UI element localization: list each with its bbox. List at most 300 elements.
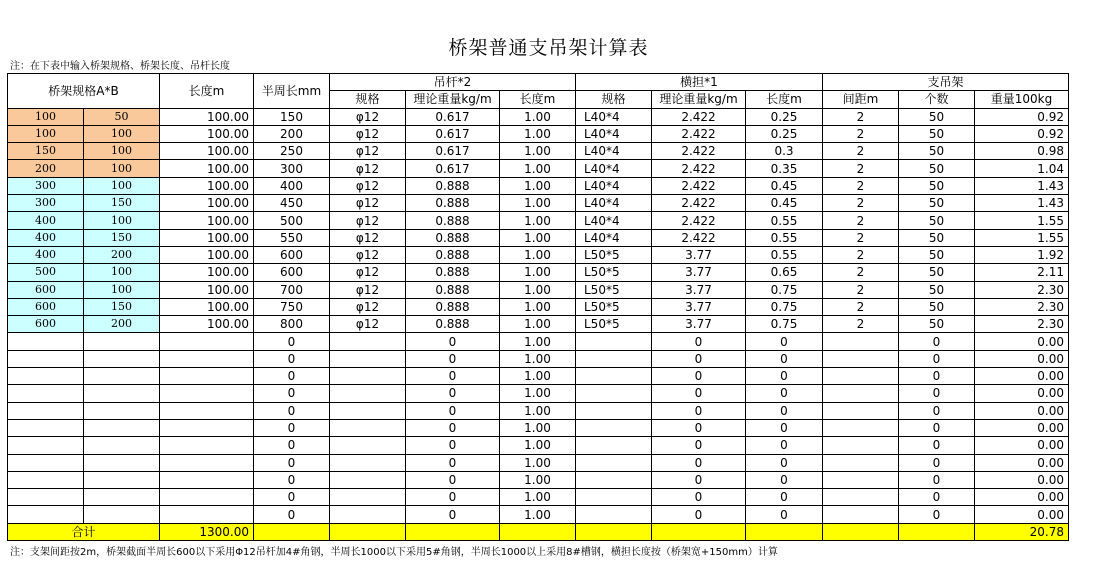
cell-spec-b[interactable]: 100: [84, 143, 160, 160]
cell-length[interactable]: [160, 333, 254, 350]
cell-spec-b[interactable]: 100: [84, 177, 160, 194]
cell-spacing[interactable]: [823, 489, 899, 506]
cell-count[interactable]: 50: [899, 195, 975, 212]
cell-beam-spec[interactable]: [576, 471, 652, 488]
cell-length[interactable]: [160, 419, 254, 436]
cell-spacing[interactable]: [823, 506, 899, 523]
cell-beam-spec[interactable]: [576, 419, 652, 436]
cell-spec-b[interactable]: [84, 454, 160, 471]
cell-count[interactable]: 0: [899, 402, 975, 419]
cell-half-perimeter[interactable]: 0: [254, 333, 330, 350]
cell-beam-spec[interactable]: L40*4: [576, 125, 652, 142]
cell-beam-length[interactable]: 0.35: [746, 160, 823, 177]
cell-weight[interactable]: 0.00: [975, 471, 1069, 488]
cell-spacing[interactable]: 2: [823, 177, 899, 194]
cell-beam-spec[interactable]: L50*5: [576, 316, 652, 333]
cell-length[interactable]: 100.00: [160, 143, 254, 160]
cell-beam-weight[interactable]: 0: [652, 402, 746, 419]
cell-spec-b[interactable]: 100: [84, 160, 160, 177]
cell-half-perimeter[interactable]: 0: [254, 454, 330, 471]
cell-spacing[interactable]: 2: [823, 229, 899, 246]
cell-beam-weight[interactable]: 2.422: [652, 229, 746, 246]
cell-half-perimeter[interactable]: 500: [254, 212, 330, 229]
cell-spec-a[interactable]: [8, 437, 84, 454]
cell-beam-length[interactable]: 0: [746, 454, 823, 471]
cell-spec-a[interactable]: [8, 506, 84, 523]
cell-beam-length[interactable]: 0.55: [746, 212, 823, 229]
cell-rod-weight[interactable]: 0: [406, 454, 500, 471]
cell-beam-spec[interactable]: L40*4: [576, 229, 652, 246]
cell-count[interactable]: 0: [899, 471, 975, 488]
cell-spacing[interactable]: 2: [823, 298, 899, 315]
cell-rod-weight[interactable]: 0: [406, 350, 500, 367]
cell-spec-a[interactable]: 600: [8, 298, 84, 315]
cell-spacing[interactable]: [823, 471, 899, 488]
cell-beam-length[interactable]: 0: [746, 419, 823, 436]
cell-rod-weight[interactable]: 0: [406, 419, 500, 436]
cell-spec-b[interactable]: 100: [84, 125, 160, 142]
cell-beam-weight[interactable]: 2.422: [652, 212, 746, 229]
cell-count[interactable]: 0: [899, 333, 975, 350]
cell-spec-b[interactable]: [84, 333, 160, 350]
cell-beam-spec[interactable]: [576, 350, 652, 367]
cell-beam-weight[interactable]: 3.77: [652, 281, 746, 298]
cell-spec-a[interactable]: 300: [8, 177, 84, 194]
cell-spec-b[interactable]: [84, 385, 160, 402]
cell-spec-b[interactable]: 150: [84, 229, 160, 246]
cell-beam-spec[interactable]: L40*4: [576, 143, 652, 160]
cell-half-perimeter[interactable]: 600: [254, 246, 330, 263]
cell-beam-length[interactable]: 0.75: [746, 316, 823, 333]
cell-rod-spec[interactable]: [330, 385, 406, 402]
cell-rod-spec[interactable]: [330, 368, 406, 385]
cell-beam-weight[interactable]: 0: [652, 489, 746, 506]
cell-rod-spec[interactable]: [330, 506, 406, 523]
cell-weight[interactable]: 0.00: [975, 506, 1069, 523]
cell-beam-weight[interactable]: 2.422: [652, 143, 746, 160]
cell-half-perimeter[interactable]: 0: [254, 350, 330, 367]
cell-count[interactable]: 50: [899, 160, 975, 177]
cell-spacing[interactable]: 2: [823, 281, 899, 298]
cell-rod-length[interactable]: 1.00: [500, 316, 576, 333]
cell-weight[interactable]: 1.43: [975, 195, 1069, 212]
cell-rod-length[interactable]: 1.00: [500, 143, 576, 160]
cell-spec-a[interactable]: 400: [8, 246, 84, 263]
cell-rod-length[interactable]: 1.00: [500, 177, 576, 194]
cell-weight[interactable]: 1.43: [975, 177, 1069, 194]
cell-spec-a[interactable]: 600: [8, 281, 84, 298]
cell-spec-a[interactable]: [8, 402, 84, 419]
cell-spec-b[interactable]: [84, 506, 160, 523]
cell-spacing[interactable]: [823, 437, 899, 454]
cell-count[interactable]: 0: [899, 368, 975, 385]
cell-length[interactable]: 100.00: [160, 264, 254, 281]
cell-rod-spec[interactable]: φ12: [330, 160, 406, 177]
cell-beam-weight[interactable]: 0: [652, 471, 746, 488]
cell-spacing[interactable]: [823, 368, 899, 385]
cell-rod-spec[interactable]: [330, 350, 406, 367]
cell-length[interactable]: 100.00: [160, 229, 254, 246]
cell-length[interactable]: [160, 385, 254, 402]
cell-rod-length[interactable]: 1.00: [500, 246, 576, 263]
cell-beam-spec[interactable]: [576, 454, 652, 471]
cell-half-perimeter[interactable]: 800: [254, 316, 330, 333]
cell-beam-spec[interactable]: L50*5: [576, 281, 652, 298]
cell-spec-b[interactable]: 200: [84, 316, 160, 333]
cell-rod-weight[interactable]: 0.888: [406, 298, 500, 315]
cell-rod-spec[interactable]: φ12: [330, 246, 406, 263]
cell-rod-length[interactable]: 1.00: [500, 402, 576, 419]
cell-rod-spec[interactable]: φ12: [330, 143, 406, 160]
cell-spec-a[interactable]: [8, 489, 84, 506]
cell-spec-a[interactable]: 300: [8, 195, 84, 212]
cell-weight[interactable]: 2.30: [975, 316, 1069, 333]
cell-rod-length[interactable]: 1.00: [500, 212, 576, 229]
cell-rod-weight[interactable]: 0.617: [406, 125, 500, 142]
cell-rod-weight[interactable]: 0.888: [406, 229, 500, 246]
cell-weight[interactable]: 2.30: [975, 281, 1069, 298]
cell-spacing[interactable]: [823, 333, 899, 350]
cell-beam-weight[interactable]: 0: [652, 506, 746, 523]
cell-count[interactable]: 50: [899, 108, 975, 125]
cell-weight[interactable]: 0.92: [975, 108, 1069, 125]
cell-beam-length[interactable]: 0.25: [746, 108, 823, 125]
cell-weight[interactable]: 0.00: [975, 419, 1069, 436]
cell-spacing[interactable]: [823, 419, 899, 436]
cell-spacing[interactable]: 2: [823, 264, 899, 281]
cell-beam-length[interactable]: 0: [746, 506, 823, 523]
cell-beam-length[interactable]: 0: [746, 333, 823, 350]
cell-length[interactable]: [160, 437, 254, 454]
cell-beam-length[interactable]: 0: [746, 402, 823, 419]
cell-count[interactable]: 0: [899, 350, 975, 367]
cell-beam-length[interactable]: 0.45: [746, 177, 823, 194]
cell-rod-spec[interactable]: [330, 333, 406, 350]
cell-half-perimeter[interactable]: 0: [254, 402, 330, 419]
cell-weight[interactable]: 0.00: [975, 489, 1069, 506]
cell-spec-b[interactable]: [84, 368, 160, 385]
cell-length[interactable]: 100.00: [160, 108, 254, 125]
cell-rod-weight[interactable]: 0.888: [406, 264, 500, 281]
cell-spec-b[interactable]: 100: [84, 264, 160, 281]
cell-spec-a[interactable]: [8, 419, 84, 436]
cell-length[interactable]: 100.00: [160, 177, 254, 194]
cell-rod-weight[interactable]: 0: [406, 506, 500, 523]
cell-beam-spec[interactable]: L40*4: [576, 177, 652, 194]
cell-beam-weight[interactable]: 3.77: [652, 298, 746, 315]
cell-rod-spec[interactable]: φ12: [330, 108, 406, 125]
cell-rod-weight[interactable]: 0.888: [406, 246, 500, 263]
cell-beam-weight[interactable]: 0: [652, 350, 746, 367]
cell-count[interactable]: 50: [899, 316, 975, 333]
cell-rod-length[interactable]: 1.00: [500, 350, 576, 367]
cell-beam-spec[interactable]: L50*5: [576, 298, 652, 315]
cell-beam-spec[interactable]: [576, 437, 652, 454]
cell-count[interactable]: 0: [899, 454, 975, 471]
cell-weight[interactable]: 1.04: [975, 160, 1069, 177]
cell-beam-weight[interactable]: 0: [652, 419, 746, 436]
cell-spacing[interactable]: [823, 454, 899, 471]
cell-count[interactable]: 50: [899, 177, 975, 194]
cell-beam-spec[interactable]: L40*4: [576, 108, 652, 125]
cell-half-perimeter[interactable]: 0: [254, 437, 330, 454]
cell-rod-length[interactable]: 1.00: [500, 229, 576, 246]
cell-length[interactable]: [160, 350, 254, 367]
cell-count[interactable]: 50: [899, 298, 975, 315]
cell-beam-length[interactable]: 0: [746, 385, 823, 402]
cell-rod-length[interactable]: 1.00: [500, 108, 576, 125]
cell-beam-length[interactable]: 0: [746, 489, 823, 506]
cell-beam-weight[interactable]: 2.422: [652, 177, 746, 194]
cell-length[interactable]: 100.00: [160, 125, 254, 142]
cell-half-perimeter[interactable]: 450: [254, 195, 330, 212]
cell-rod-weight[interactable]: 0.888: [406, 177, 500, 194]
cell-spacing[interactable]: 2: [823, 316, 899, 333]
cell-rod-weight[interactable]: 0.617: [406, 143, 500, 160]
cell-length[interactable]: [160, 471, 254, 488]
cell-rod-weight[interactable]: 0.888: [406, 212, 500, 229]
cell-rod-weight[interactable]: 0: [406, 385, 500, 402]
cell-rod-weight[interactable]: 0: [406, 333, 500, 350]
cell-count[interactable]: 50: [899, 264, 975, 281]
cell-beam-spec[interactable]: [576, 402, 652, 419]
cell-spec-a[interactable]: 100: [8, 108, 84, 125]
cell-spec-a[interactable]: 500: [8, 264, 84, 281]
cell-beam-length[interactable]: 0.75: [746, 281, 823, 298]
cell-spacing[interactable]: 2: [823, 195, 899, 212]
cell-weight[interactable]: 0.00: [975, 368, 1069, 385]
cell-beam-weight[interactable]: 0: [652, 368, 746, 385]
cell-spec-b[interactable]: 150: [84, 195, 160, 212]
cell-rod-length[interactable]: 1.00: [500, 454, 576, 471]
cell-rod-length[interactable]: 1.00: [500, 489, 576, 506]
cell-length[interactable]: [160, 489, 254, 506]
cell-spec-a[interactable]: 150: [8, 143, 84, 160]
cell-spec-a[interactable]: 400: [8, 212, 84, 229]
cell-half-perimeter[interactable]: 250: [254, 143, 330, 160]
cell-beam-spec[interactable]: [576, 489, 652, 506]
cell-spec-b[interactable]: 100: [84, 212, 160, 229]
cell-spec-a[interactable]: 400: [8, 229, 84, 246]
cell-half-perimeter[interactable]: 400: [254, 177, 330, 194]
cell-rod-length[interactable]: 1.00: [500, 385, 576, 402]
cell-rod-weight[interactable]: 0: [406, 437, 500, 454]
cell-count[interactable]: 50: [899, 125, 975, 142]
cell-half-perimeter[interactable]: 300: [254, 160, 330, 177]
cell-beam-weight[interactable]: 0: [652, 454, 746, 471]
cell-beam-length[interactable]: 0.3: [746, 143, 823, 160]
cell-rod-length[interactable]: 1.00: [500, 368, 576, 385]
cell-weight[interactable]: 0.00: [975, 402, 1069, 419]
cell-spec-a[interactable]: 200: [8, 160, 84, 177]
cell-weight[interactable]: 0.00: [975, 437, 1069, 454]
cell-spec-a[interactable]: [8, 350, 84, 367]
cell-half-perimeter[interactable]: 0: [254, 471, 330, 488]
cell-beam-spec[interactable]: [576, 506, 652, 523]
cell-spec-b[interactable]: [84, 419, 160, 436]
cell-rod-spec[interactable]: [330, 402, 406, 419]
cell-beam-weight[interactable]: 2.422: [652, 108, 746, 125]
cell-length[interactable]: [160, 506, 254, 523]
cell-count[interactable]: 0: [899, 419, 975, 436]
cell-beam-spec[interactable]: L50*5: [576, 246, 652, 263]
cell-spec-b[interactable]: 100: [84, 281, 160, 298]
cell-rod-weight[interactable]: 0.888: [406, 195, 500, 212]
cell-beam-weight[interactable]: 2.422: [652, 125, 746, 142]
cell-rod-weight[interactable]: 0.617: [406, 108, 500, 125]
cell-spec-b[interactable]: [84, 350, 160, 367]
cell-spacing[interactable]: 2: [823, 143, 899, 160]
cell-length[interactable]: 100.00: [160, 281, 254, 298]
cell-rod-length[interactable]: 1.00: [500, 281, 576, 298]
cell-rod-spec[interactable]: [330, 454, 406, 471]
cell-beam-length[interactable]: 0: [746, 368, 823, 385]
cell-weight[interactable]: 1.55: [975, 229, 1069, 246]
cell-count[interactable]: 0: [899, 489, 975, 506]
cell-weight[interactable]: 0.00: [975, 385, 1069, 402]
cell-count[interactable]: 0: [899, 437, 975, 454]
cell-spacing[interactable]: [823, 385, 899, 402]
cell-spec-a[interactable]: [8, 471, 84, 488]
cell-rod-spec[interactable]: φ12: [330, 195, 406, 212]
cell-count[interactable]: 0: [899, 385, 975, 402]
cell-rod-spec[interactable]: φ12: [330, 298, 406, 315]
cell-weight[interactable]: 0.98: [975, 143, 1069, 160]
cell-length[interactable]: [160, 368, 254, 385]
cell-rod-weight[interactable]: 0.617: [406, 160, 500, 177]
cell-spec-a[interactable]: [8, 385, 84, 402]
cell-half-perimeter[interactable]: 0: [254, 506, 330, 523]
cell-beam-weight[interactable]: 0: [652, 385, 746, 402]
cell-beam-length[interactable]: 0: [746, 471, 823, 488]
cell-weight[interactable]: 0.00: [975, 350, 1069, 367]
cell-spec-b[interactable]: 150: [84, 298, 160, 315]
cell-length[interactable]: 100.00: [160, 246, 254, 263]
cell-weight[interactable]: 0.00: [975, 333, 1069, 350]
cell-spacing[interactable]: 2: [823, 246, 899, 263]
cell-half-perimeter[interactable]: 0: [254, 385, 330, 402]
cell-length[interactable]: 100.00: [160, 212, 254, 229]
cell-rod-length[interactable]: 1.00: [500, 333, 576, 350]
cell-beam-spec[interactable]: L40*4: [576, 160, 652, 177]
cell-spec-b[interactable]: [84, 471, 160, 488]
cell-beam-length[interactable]: 0.75: [746, 298, 823, 315]
cell-count[interactable]: 50: [899, 212, 975, 229]
cell-half-perimeter[interactable]: 200: [254, 125, 330, 142]
cell-rod-length[interactable]: 1.00: [500, 125, 576, 142]
cell-spacing[interactable]: 2: [823, 160, 899, 177]
cell-beam-spec[interactable]: L40*4: [576, 195, 652, 212]
cell-beam-weight[interactable]: 2.422: [652, 160, 746, 177]
cell-spec-b[interactable]: [84, 489, 160, 506]
cell-count[interactable]: 50: [899, 281, 975, 298]
cell-rod-spec[interactable]: φ12: [330, 125, 406, 142]
cell-spec-b[interactable]: 200: [84, 246, 160, 263]
cell-weight[interactable]: 1.55: [975, 212, 1069, 229]
cell-beam-length[interactable]: 0.65: [746, 264, 823, 281]
cell-rod-spec[interactable]: [330, 419, 406, 436]
cell-spacing[interactable]: 2: [823, 212, 899, 229]
cell-spec-b[interactable]: [84, 437, 160, 454]
cell-count[interactable]: 50: [899, 143, 975, 160]
cell-rod-length[interactable]: 1.00: [500, 437, 576, 454]
cell-beam-weight[interactable]: 0: [652, 333, 746, 350]
cell-count[interactable]: 0: [899, 506, 975, 523]
cell-weight[interactable]: 0.92: [975, 125, 1069, 142]
cell-beam-length[interactable]: 0.25: [746, 125, 823, 142]
cell-spec-b[interactable]: [84, 402, 160, 419]
cell-beam-length[interactable]: 0: [746, 437, 823, 454]
cell-beam-length[interactable]: 0.45: [746, 195, 823, 212]
cell-spacing[interactable]: [823, 402, 899, 419]
cell-rod-spec[interactable]: φ12: [330, 177, 406, 194]
cell-beam-weight[interactable]: 3.77: [652, 316, 746, 333]
cell-half-perimeter[interactable]: 750: [254, 298, 330, 315]
cell-length[interactable]: [160, 454, 254, 471]
cell-weight[interactable]: 0.00: [975, 454, 1069, 471]
cell-beam-weight[interactable]: 3.77: [652, 246, 746, 263]
cell-length[interactable]: 100.00: [160, 160, 254, 177]
cell-length[interactable]: 100.00: [160, 316, 254, 333]
cell-half-perimeter[interactable]: 0: [254, 419, 330, 436]
cell-spec-a[interactable]: 100: [8, 125, 84, 142]
cell-rod-length[interactable]: 1.00: [500, 264, 576, 281]
cell-beam-spec[interactable]: [576, 368, 652, 385]
cell-length[interactable]: 100.00: [160, 298, 254, 315]
cell-half-perimeter[interactable]: 550: [254, 229, 330, 246]
cell-beam-weight[interactable]: 0: [652, 437, 746, 454]
cell-beam-spec[interactable]: L50*5: [576, 264, 652, 281]
cell-beam-length[interactable]: 0: [746, 350, 823, 367]
cell-rod-spec[interactable]: φ12: [330, 264, 406, 281]
cell-spec-b[interactable]: 50: [84, 108, 160, 125]
cell-spacing[interactable]: 2: [823, 108, 899, 125]
cell-beam-length[interactable]: 0.55: [746, 246, 823, 263]
cell-rod-spec[interactable]: [330, 471, 406, 488]
cell-beam-weight[interactable]: 3.77: [652, 264, 746, 281]
cell-count[interactable]: 50: [899, 229, 975, 246]
cell-rod-spec[interactable]: φ12: [330, 229, 406, 246]
cell-beam-spec[interactable]: [576, 385, 652, 402]
cell-rod-weight[interactable]: 0: [406, 402, 500, 419]
cell-weight[interactable]: 2.30: [975, 298, 1069, 315]
cell-length[interactable]: [160, 402, 254, 419]
cell-beam-spec[interactable]: L40*4: [576, 212, 652, 229]
cell-rod-spec[interactable]: [330, 489, 406, 506]
cell-rod-length[interactable]: 1.00: [500, 160, 576, 177]
cell-spec-a[interactable]: 600: [8, 316, 84, 333]
cell-weight[interactable]: 2.11: [975, 264, 1069, 281]
cell-count[interactable]: 50: [899, 246, 975, 263]
cell-rod-weight[interactable]: 0: [406, 471, 500, 488]
cell-spacing[interactable]: 2: [823, 125, 899, 142]
cell-rod-length[interactable]: 1.00: [500, 419, 576, 436]
cell-spec-a[interactable]: [8, 333, 84, 350]
cell-half-perimeter[interactable]: 700: [254, 281, 330, 298]
cell-half-perimeter[interactable]: 600: [254, 264, 330, 281]
cell-rod-weight[interactable]: 0: [406, 489, 500, 506]
cell-spacing[interactable]: [823, 350, 899, 367]
cell-rod-length[interactable]: 1.00: [500, 195, 576, 212]
cell-spec-a[interactable]: [8, 454, 84, 471]
cell-half-perimeter[interactable]: 0: [254, 489, 330, 506]
cell-weight[interactable]: 1.92: [975, 246, 1069, 263]
cell-rod-spec[interactable]: [330, 437, 406, 454]
cell-half-perimeter[interactable]: 150: [254, 108, 330, 125]
cell-rod-spec[interactable]: φ12: [330, 212, 406, 229]
cell-rod-spec[interactable]: φ12: [330, 281, 406, 298]
cell-rod-weight[interactable]: 0.888: [406, 316, 500, 333]
